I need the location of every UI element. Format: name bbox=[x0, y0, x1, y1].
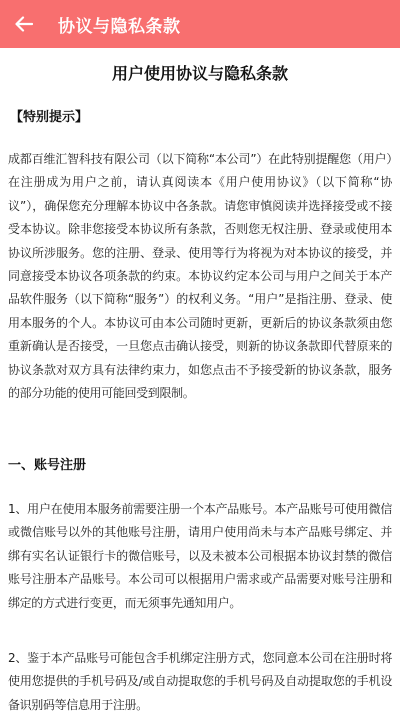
notice-paragraph: 成都百维汇智科技有限公司（以下简称“本公司”）在此特别提醒您（用户）在注册成为用户之前，请认真阅读本《用户使用协议》（以下简称“协议”），确保您充分理解本协议中各条款。请您审慎阅读并选择接受或不接受本协议。除非您接受本协议所有条款，否则您无权注册、登录或使用本协议所涉服务。您的注册、登录、使用等行为将视为对本协议的接受，并同意接受本协议各项条款的约束。本协议约定本公司与用户之间关于本产品软件服务（以下简称“服务”）的权利义务。“用户”是指注册、登录、使用本服务的个人。本协议可由本公司随时更新，更新后的协议条款须由您重新确认是否接受，一旦您点击确认接受，则新的协议条款即代替原来的协议条款对双方具有法律约束力，如您点击不予接受新的协议条款，服务的部分功能的使用可能回受到限制。 bbox=[8, 152, 392, 401]
agreement-content[interactable] bbox=[0, 48, 400, 711]
document-title: 用户使用协议与隐私条款 bbox=[111, 64, 288, 83]
app-bar bbox=[0, 0, 400, 48]
section1-paragraph-1: 1、用户在使用本服务前需要注册一个本产品账号。本产品账号可使用微信或微信账号以外的其他账号注册，请用户使用尚未与本产品账号绑定、并绑有实名认证银行卡的微信账号，以及未被本公司根据本协议封禁的微信账号注册本产品账号。本公司可以根据用户需求或产品需要对账号注册和绑定的方式进行变更，而无须事先通知用户。 bbox=[8, 502, 392, 610]
back-button[interactable] bbox=[0, 0, 48, 48]
arrow-left-icon bbox=[15, 16, 33, 32]
page-title: 协议与隐私条款 bbox=[58, 16, 181, 37]
section1-paragraph-2: 2、鉴于本产品账号可能包含手机绑定注册方式，您同意本公司在注册时将使用您提供的手机号码及/或自动提取您的手机号码及自动提取您的手机设备识别码等信息用于注册。 bbox=[8, 651, 392, 711]
section-heading-account-registration: 一、账号注册 bbox=[8, 458, 87, 473]
special-notice-heading: 【特别提示】 bbox=[10, 110, 89, 125]
